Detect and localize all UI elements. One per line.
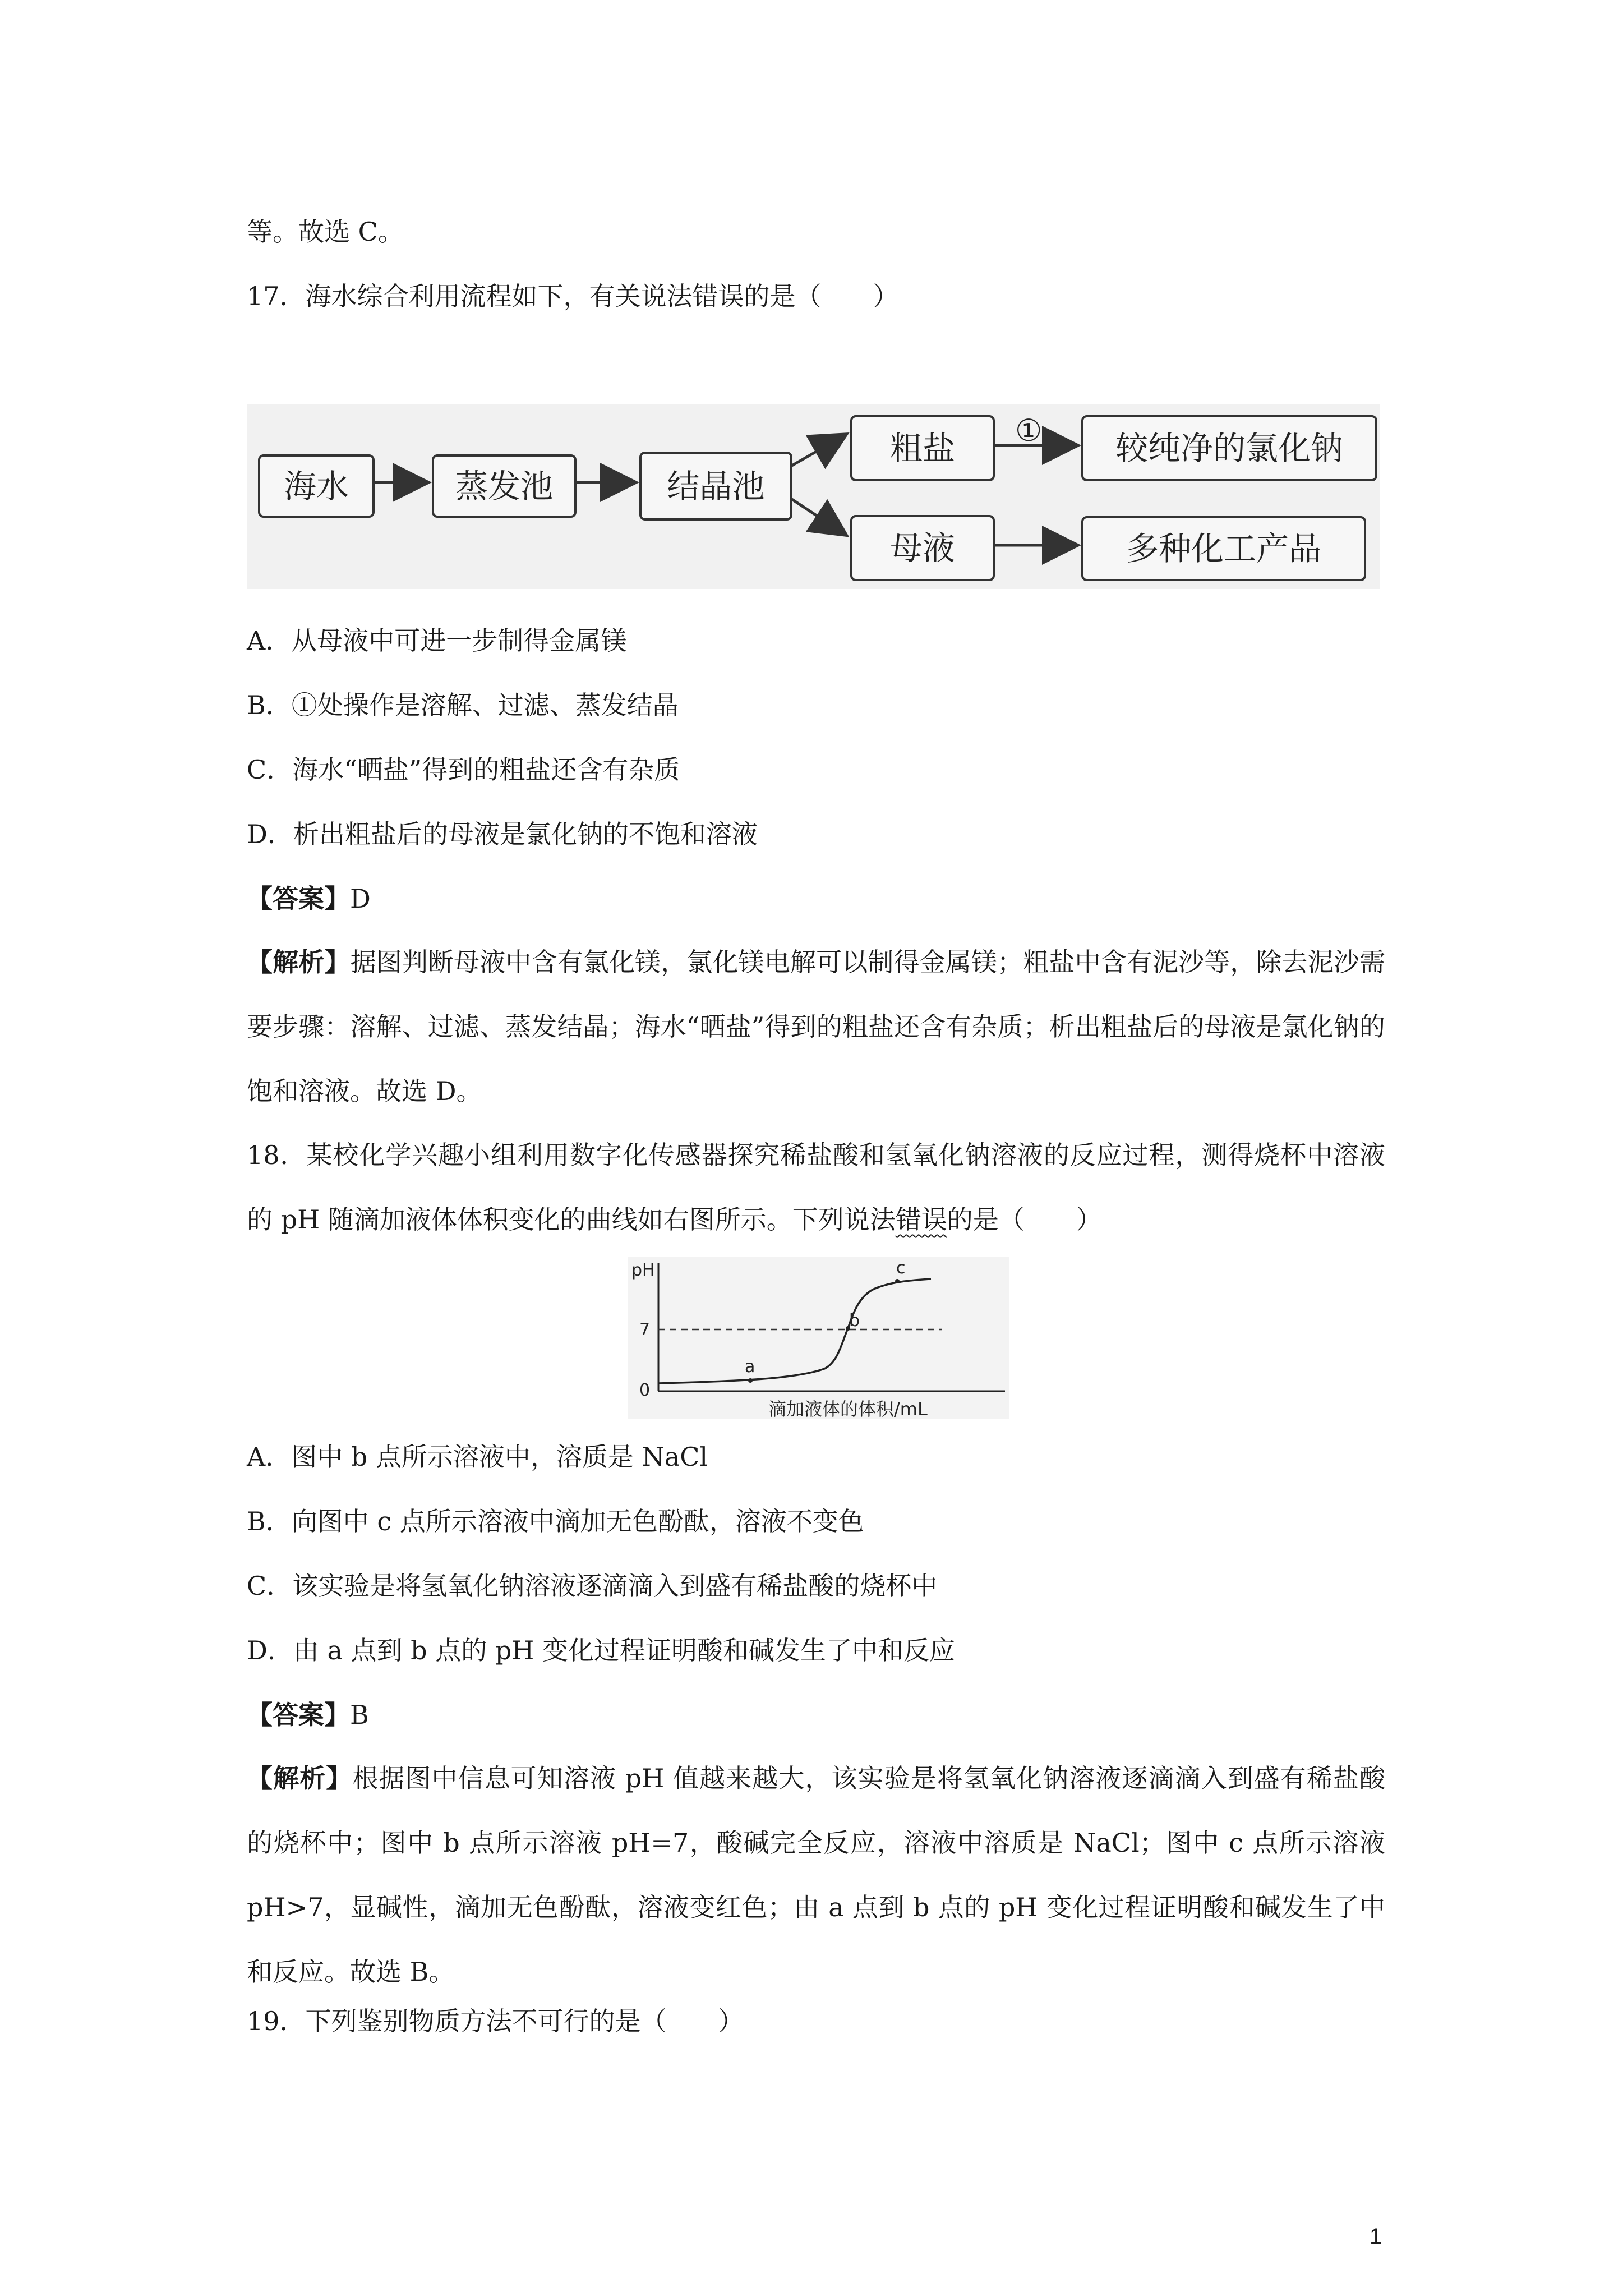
ph-curve-chart: [628, 1257, 1009, 1419]
q18-option-b: B．向图中 c 点所示溶液中滴加无色酚酞，溶液不变色: [247, 1506, 864, 1536]
arrow-crystallization-mother-liquor: [792, 499, 845, 534]
q18-answer: [247, 1698, 369, 1732]
q18-analysis: [247, 1746, 1385, 2004]
q17-option-a: A．从母液中可进一步制得金属镁: [247, 625, 627, 656]
box-mother-liquor: 母液: [850, 515, 995, 581]
box-chemical-products: 多种化工产品: [1081, 516, 1366, 581]
ph-chart-svg: [628, 1257, 1009, 1419]
box-crystallization-pond: 结晶池: [639, 452, 792, 521]
step-marker: ①: [1015, 413, 1043, 448]
q16-tail: 等。故选 C。: [247, 217, 404, 247]
box-seawater: 海水: [258, 454, 375, 518]
seawater-flow-diagram: [247, 404, 1380, 589]
box-evaporation-pond: 蒸发池: [432, 454, 577, 518]
q18-option-a: A．图中 b 点所示溶液中，溶质是 NaCl: [247, 1442, 708, 1472]
answer-value: B: [350, 1700, 369, 1730]
q18-stem-text: 18．某校化学兴趣小组利用数字化传感器探究稀盐酸和氢氧化钠溶液的反应过程，测得烧杯中溶液的 pH 随滴加液体体积变化的曲线如右图所示。下列说法: [247, 1140, 1385, 1235]
point-a-label: a: [745, 1357, 755, 1377]
answer-tag: 【答案】: [247, 1700, 350, 1730]
ph-curve: [658, 1279, 931, 1383]
y-axis-label: pH: [631, 1260, 655, 1280]
q18-option-d: D．由 a 点到 b 点的 pH 变化过程证明酸和碱发生了中和反应: [247, 1635, 956, 1665]
analysis-text: 根据图中信息可知溶液 pH 值越来越大，该实验是将氢氧化钠溶液逐滴滴入到盛有稀盐酸的烧杯中；图中 b 点所示溶液 pH=7，酸碱完全反应，溶液中溶质是 NaCl；图中 c 点所示溶液 pH>7，显碱性，滴加无色酚酞，溶液变红色；由 a 点到 b 点的 pH 变化过程证明酸和碱发生了中和反应。故选 B。: [247, 1763, 1386, 1987]
q19-stem: 19．下列鉴别物质方法不可行的是（ ）: [247, 2006, 744, 2036]
answer-value: D: [350, 884, 371, 914]
q18-stem: [247, 1123, 1385, 1252]
point-a-marker: [748, 1378, 753, 1383]
q17-option-c: C．海水“晒盐”得到的粗盐还含有杂质: [247, 754, 680, 785]
answer-tag: 【答案】: [247, 884, 350, 914]
q17-answer: [247, 882, 371, 915]
box-pure-nacl: 较纯净的氯化钠: [1081, 415, 1377, 481]
x-axis-label: 滴加液体的体积/mL: [768, 1398, 928, 1419]
q17-analysis: [247, 930, 1385, 1124]
q18-stem-emphasis: 错误: [895, 1204, 947, 1235]
q17-stem: 17．海水综合利用流程如下，有关说法错误的是（ ）: [247, 281, 899, 311]
analysis-tag: 【解析】: [247, 947, 351, 977]
analysis-tag: 【解析】: [247, 1763, 353, 1793]
q18-option-c: C．该实验是将氢氧化钠溶液逐滴滴入到盛有稀盐酸的烧杯中: [247, 1571, 938, 1601]
arrow-crystallization-crude-salt: [792, 435, 845, 466]
box-crude-salt: 粗盐: [850, 415, 995, 481]
page-number: 1: [1370, 2224, 1382, 2249]
point-c-label: c: [896, 1258, 906, 1278]
q17-option-b: B．①处操作是溶解、过滤、蒸发结晶: [247, 690, 679, 720]
point-c-marker: [895, 1279, 900, 1283]
ref-line-label: 7: [639, 1320, 651, 1340]
point-b-label: b: [849, 1311, 860, 1331]
origin-label: 0: [639, 1381, 651, 1400]
q17-option-d: D．析出粗盐后的母液是氯化钠的不饱和溶液: [247, 819, 758, 849]
analysis-text: 据图判断母液中含有氯化镁，氯化镁电解可以制得金属镁；粗盐中含有泥沙等，除去泥沙需要步骤：溶解、过滤、蒸发结晶；海水“晒盐”得到的粗盐还含有杂质；析出粗盐后的母液是氯化钠的饱和溶液。故选 D。: [247, 947, 1386, 1106]
q18-stem-end: 的是（ ）: [947, 1204, 1102, 1235]
